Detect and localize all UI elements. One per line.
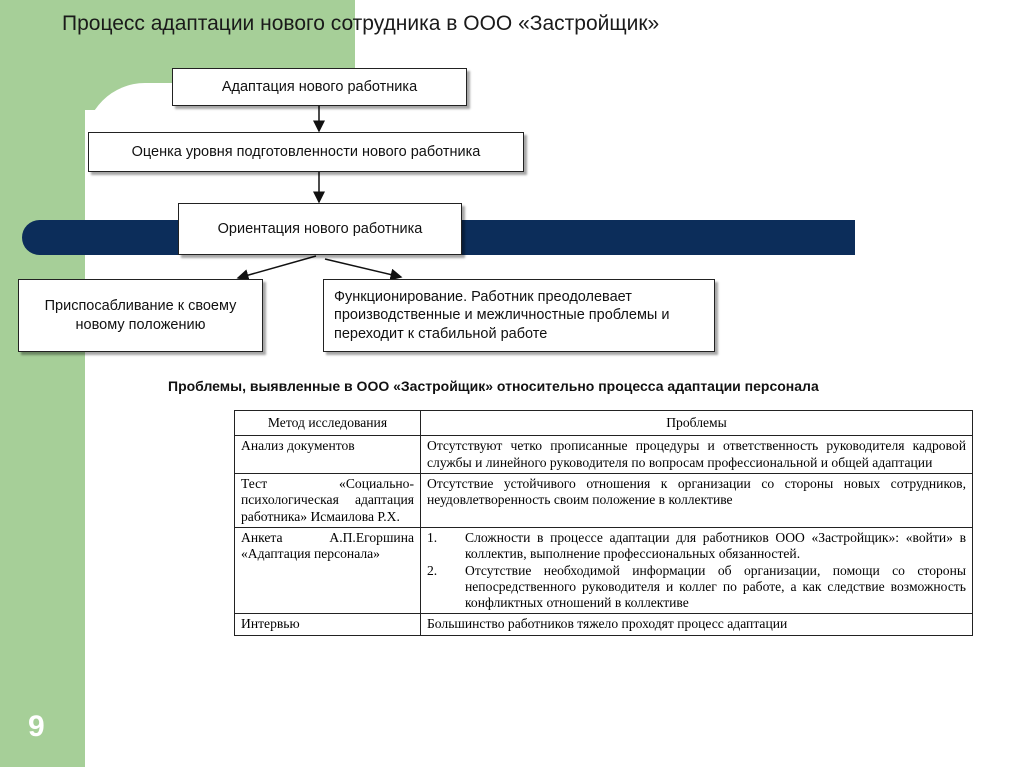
item-text: Сложности в процессе адаптации для работников ООО «Застройщик»: «войти» в коллектив, выполнение профессиональных обязанностей. [465, 529, 966, 562]
table-title: Проблемы, выявленные в ООО «Застройщик» относительно процесса адаптации персонала [168, 378, 819, 394]
problem-cell [421, 527, 973, 614]
header-problems: Проблемы [421, 411, 973, 436]
table-row [235, 473, 973, 527]
method-cell: Анкета А.П.Егоршина «Адаптация персонала» [235, 527, 421, 614]
problem-cell: Отсутствуют четко прописанные процедуры и ответственность руководителя кадровой службы и линейного руководителя по вопросам профессиональной и общей адаптации [421, 436, 973, 474]
table-row [235, 614, 973, 635]
problem-list-item [427, 563, 966, 612]
table-row [235, 436, 973, 474]
page-number: 9 [28, 710, 45, 743]
item-number: 2. [427, 562, 438, 578]
method-cell: Интервью [235, 614, 421, 635]
flow-box-accommodation: Приспосабливание к своему новому положению [18, 279, 263, 352]
flow-box-assessment: Оценка уровня подготовленности нового работника [88, 132, 524, 172]
problem-cell: Отсутствие устойчивого отношения к организации со стороны новых сотрудников, неудовлетворенность своим положение в коллективе [421, 473, 973, 527]
item-number: 1. [427, 529, 438, 545]
problem-list-item [427, 530, 966, 563]
header-method: Метод исследования [235, 411, 421, 436]
problem-cell: Большинство работников тяжело проходят процесс адаптации [421, 614, 973, 635]
item-text: Отсутствие необходимой информации об организации, помощи со стороны непосредственного руководителя и коллег по работе, а как следствие возможность конфликтных отношений в коллективе [465, 562, 966, 611]
flow-box-adaptation: Адаптация нового работника [172, 68, 467, 106]
table-row [235, 527, 973, 614]
arrow-3-to-5 [325, 259, 401, 277]
slide-title: Процесс адаптации нового сотрудника в ООО «Застройщик» [62, 12, 660, 35]
arrow-3-to-4 [238, 256, 316, 278]
table-header-row [235, 411, 973, 436]
problems-table [234, 410, 973, 636]
method-cell: Тест «Социально-психологическая адаптация работника» Исмаилова Р.Х. [235, 473, 421, 527]
flow-box-functioning: Функционирование. Работник преодолевает производственные и межличностные проблемы и переходит к стабильной работе [323, 279, 715, 352]
method-cell: Анализ документов [235, 436, 421, 474]
flow-box-orientation: Ориентация нового работника [178, 203, 462, 255]
